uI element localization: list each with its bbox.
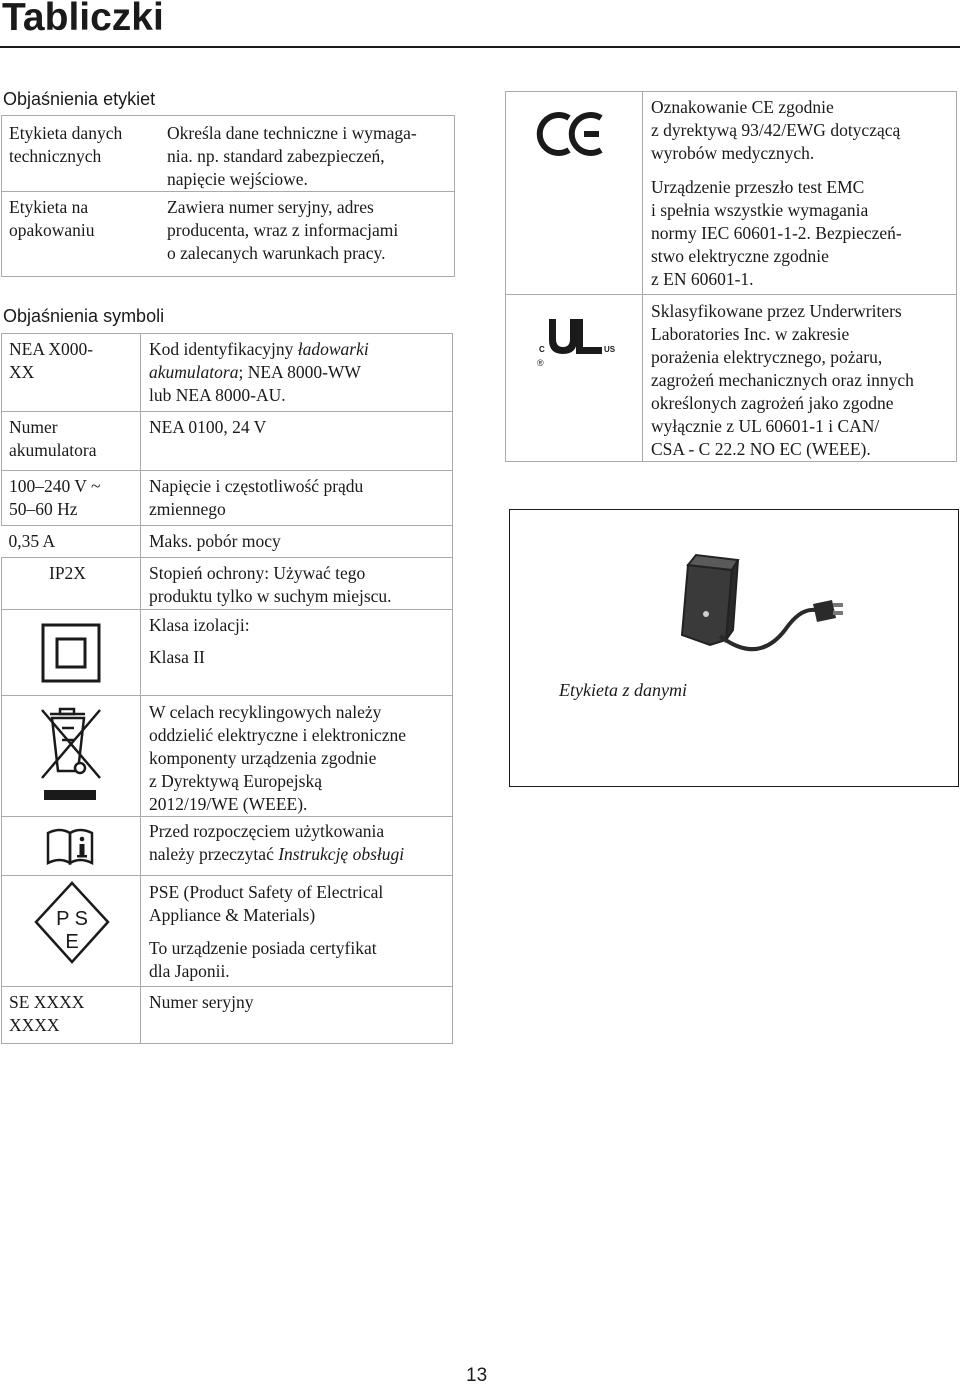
table-row <box>2 412 453 471</box>
desc-cell: Sklasyfikowane przez Underwriters Laboratories Inc. w zakresie porażenia elektrycznego, pożaru, zagrożeń mechanicznych oraz innych określonych zagrożeń jako zgodne wyłącznie z UL 60601-1 i CAN/ CSA - C 22.2 NO EC (WEEE). <box>651 301 914 459</box>
term-cell: SE XXXX XXXX <box>9 992 85 1035</box>
svg-text:C: C <box>539 345 545 354</box>
desc-cell: Oznakowanie CE zgodnie z dyrektywą 93/42/EWG dotyczącą wyrobów medycznych. <box>651 97 901 163</box>
weee-crossed-bin-icon <box>2 696 133 816</box>
desc-cell-2: Klasa II <box>149 647 205 667</box>
table-row <box>506 295 957 462</box>
desc-cell: Zawiera numer seryjny, adres producenta, wraz z informacjami o zalecanych warunkach pracy. <box>167 197 399 263</box>
labels-table <box>1 115 455 277</box>
svg-text:®: ® <box>537 358 544 368</box>
table-row <box>2 558 453 610</box>
desc-cell: Klasa izolacji: <box>149 615 250 635</box>
table-row <box>2 471 453 526</box>
desc-cell-2: Urządzenie przeszło test EMC i spełnia wszystkie wymagania normy IEC 60601-1-2. Bezpieczeń- stwo elektryczne zgodnie z EN 60601-1. <box>651 177 902 289</box>
ce-mark-icon <box>506 92 642 182</box>
term-cell: Numer akumulatora <box>9 417 97 460</box>
table-row <box>2 116 455 192</box>
desc-cell: Określa dane techniczne i wymaga- nia. np. standard zabezpieczeń, napięcie wejściowe. <box>167 123 417 189</box>
term-cell: 0,35 A <box>8 531 56 551</box>
desc-cell: NEA 0100, 24 V <box>149 417 267 437</box>
read-manual-book-icon <box>2 817 133 875</box>
symbols-heading: Objaśnienia symboli <box>3 306 165 326</box>
desc-cell: PSE (Product Safety of Electrical Appliance & Materials) <box>149 882 384 925</box>
desc-cell: Napięcie i częstotliwość prądu zmiennego <box>149 476 364 519</box>
table-row <box>2 526 453 558</box>
page-title: Tabliczki <box>2 0 164 39</box>
page-number: 13 <box>466 1365 488 1386</box>
table-row <box>2 817 453 876</box>
term-cell: IP2X <box>49 563 86 583</box>
svg-text:E: E <box>65 931 79 953</box>
photo-caption: Etykieta z danymi <box>559 680 687 700</box>
desc-cell: Przed rozpoczęciem użytkowania należy przeczytać Instrukcję obsługi <box>149 821 405 864</box>
table-row <box>2 610 453 696</box>
desc-cell: Stopień ochrony: Używać tego produktu tylko w suchym miejscu. <box>149 563 392 606</box>
symbols-table <box>1 333 453 1044</box>
desc-cell-2: To urządzenie posiada certyfikat dla Japonii. <box>149 938 377 981</box>
cert-table <box>505 91 957 462</box>
table-row <box>2 987 453 1044</box>
title-rule <box>0 46 960 48</box>
term-cell: 100–240 V ~ 50–60 Hz <box>9 476 101 519</box>
term-cell: Etykieta na opakowaniu <box>9 197 95 240</box>
ul-mark-icon <box>506 295 642 457</box>
term-cell: NEA X000- XX <box>9 339 94 382</box>
pse-diamond-icon <box>2 876 133 986</box>
desc-cell: Numer seryjny <box>149 992 254 1012</box>
table-row <box>506 92 957 295</box>
svg-text:P S: P S <box>56 908 88 930</box>
table-row <box>2 192 455 277</box>
desc-cell: Maks. pobór mocy <box>149 531 281 551</box>
labels-heading: Objaśnienia etykiet <box>3 89 156 109</box>
table-row <box>2 876 453 987</box>
term-cell: Etykieta danych technicznych <box>9 123 123 166</box>
table-row <box>2 334 453 412</box>
desc-cell: W celach recyklingowych należy oddzielić elektryczne i elektroniczne komponenty urządzenia zgodnie z Dyrektywą Europejską 2012/19/WE (WEEE). <box>149 702 407 814</box>
class-ii-double-square-icon <box>41 623 101 683</box>
svg-text:US: US <box>604 345 616 354</box>
desc-cell: Kod identyfikacyjny ładowarki akumulatora; NEA 8000-WW lub NEA 8000-AU. <box>149 339 369 405</box>
charger-illustration-box <box>509 509 959 787</box>
charger-illustration <box>510 510 958 786</box>
table-row <box>2 696 453 817</box>
